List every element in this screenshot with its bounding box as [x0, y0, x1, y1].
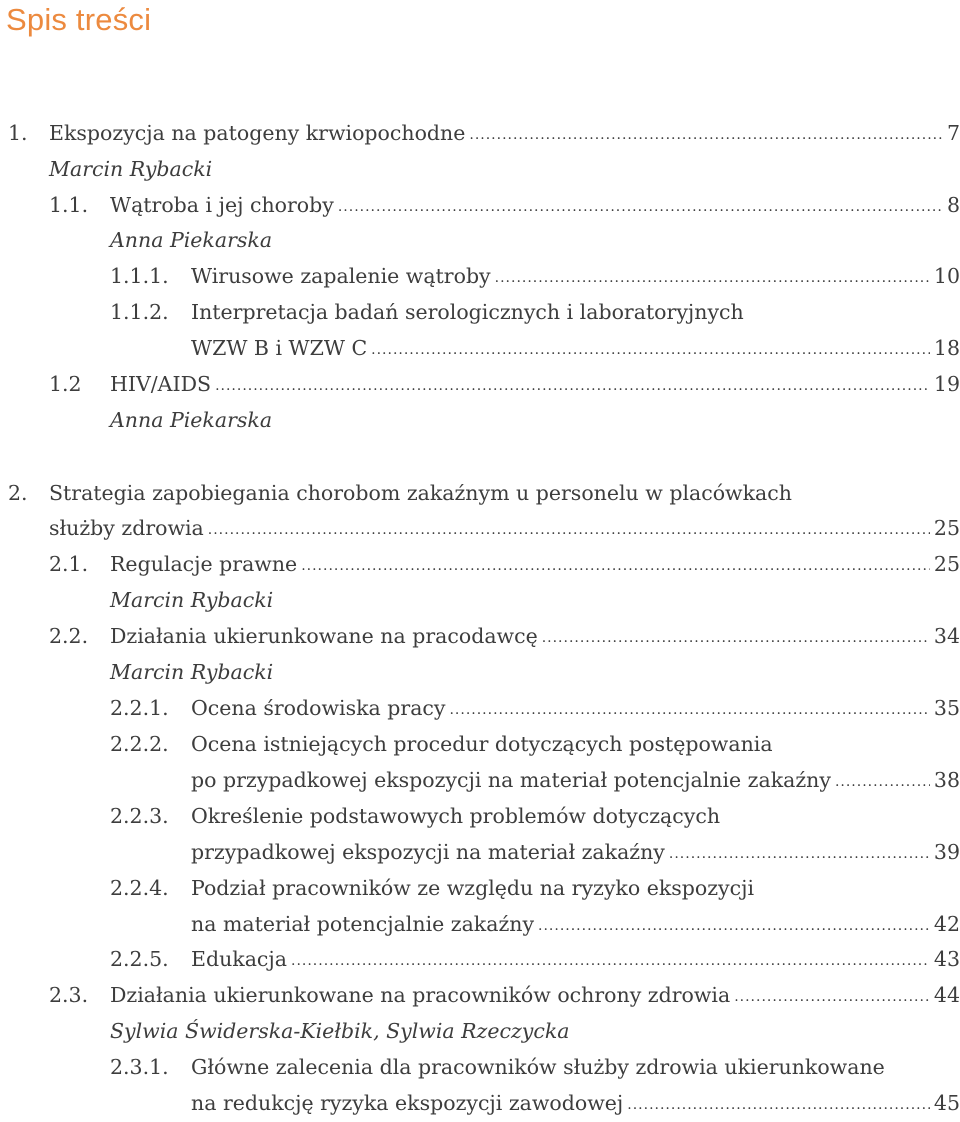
- toc-entry-title: Wirusowe zapalenie wątroby: [191, 264, 491, 288]
- toc-entry-number: 2.2.3.: [110, 804, 169, 828]
- dot-leader: [291, 944, 930, 978]
- toc-entry-number: 2.3.: [49, 983, 89, 1007]
- toc-entry-page: 42: [933, 912, 960, 936]
- toc-entry-number: 1.2: [49, 372, 82, 396]
- toc-entry-title-cont: WZW B i WZW C: [191, 336, 368, 360]
- toc-entry[interactable]: [110, 871, 960, 905]
- dot-leader: [835, 765, 930, 799]
- toc-entry-title: Wątroba i jej choroby: [110, 193, 334, 217]
- toc-entry-page: 38: [933, 768, 960, 792]
- toc-entry-continuation[interactable]: [191, 1086, 960, 1120]
- toc-entry-number: 1.1.: [49, 193, 89, 217]
- toc-entry-title: HIV/AIDS: [110, 372, 212, 396]
- dot-leader: [538, 909, 930, 943]
- toc-entry-number: 2.1.: [49, 552, 89, 576]
- toc-entry-continuation[interactable]: [191, 763, 960, 797]
- toc-entry[interactable]: [49, 978, 960, 1012]
- toc-entry[interactable]: [8, 116, 960, 150]
- toc-entry-title: Ekspozycja na patogeny krwiopochodne: [49, 121, 466, 145]
- toc-entry-page: 45: [933, 1091, 960, 1115]
- toc-entry-page: 35: [933, 696, 960, 720]
- toc-entry-number: 2.2.2.: [110, 732, 169, 756]
- toc-entry-title-cont: na materiał potencjalnie zakaźny: [191, 912, 535, 936]
- toc-author: Marcin Rybacki: [110, 588, 274, 612]
- toc-entry-continuation[interactable]: [49, 511, 960, 545]
- toc-entry-page: 18: [933, 336, 960, 360]
- toc-entry-page: 8: [946, 193, 960, 217]
- toc-entry-page: 25: [933, 516, 960, 540]
- dot-leader: [495, 261, 930, 295]
- dot-leader: [449, 693, 929, 727]
- toc-entry-number: 2.2.5.: [110, 947, 169, 971]
- toc-author: Marcin Rybacki: [49, 157, 213, 181]
- toc-entry-title-cont: przypadkowej ekspozycji na materiał zakaźny: [191, 840, 665, 864]
- toc-entry-page: 10: [933, 264, 960, 288]
- toc-entry-number: 1.1.1.: [110, 264, 169, 288]
- toc-entry[interactable]: [110, 799, 960, 833]
- toc-entry-page: 39: [933, 840, 960, 864]
- dot-leader: [542, 621, 930, 655]
- toc-author: Anna Piekarska: [110, 408, 273, 432]
- dot-leader: [669, 837, 930, 871]
- toc-entry-number: 1.1.2.: [110, 300, 169, 324]
- toc-entry-continuation[interactable]: [191, 907, 960, 941]
- toc-entry[interactable]: [110, 1050, 960, 1084]
- toc-author: Marcin Rybacki: [110, 660, 274, 684]
- toc-entry-number: 2.2.1.: [110, 696, 169, 720]
- dot-leader: [215, 369, 930, 403]
- dot-leader: [208, 513, 930, 547]
- toc-entry[interactable]: [110, 295, 960, 329]
- toc-entry[interactable]: [49, 547, 960, 581]
- toc-entry-title-cont: na redukcję ryzyka ekspozycji zawodowej: [191, 1091, 624, 1115]
- toc-entry-number: 2.2.: [49, 624, 89, 648]
- toc-entry-page: 25: [933, 552, 960, 576]
- toc-entry-page: 7: [946, 121, 960, 145]
- toc-entry-title: Działania ukierunkowane na pracowników ochrony zdrowia: [110, 983, 731, 1007]
- toc-entry-title: Ocena istniejących procedur dotyczących postępowania: [191, 732, 773, 756]
- toc-entry-number: 2.3.1.: [110, 1055, 169, 1079]
- toc-entry-title: Określenie podstawowych problemów dotyczących: [191, 804, 721, 828]
- toc-entry[interactable]: [110, 259, 960, 293]
- toc-entry-title-cont: po przypadkowej ekspozycji na materiał potencjalnie zakaźny: [191, 768, 831, 792]
- toc-entry[interactable]: [49, 367, 960, 401]
- toc-entry-title: Podział pracowników ze względu na ryzyko ekspozycji: [191, 876, 755, 900]
- toc-entry-title: Działania ukierunkowane na pracodawcę: [110, 624, 538, 648]
- toc-entry-page: 19: [933, 372, 960, 396]
- toc-entry-number: 2.: [8, 481, 28, 505]
- toc-author: Anna Piekarska: [110, 228, 273, 252]
- dot-leader: [734, 980, 930, 1014]
- toc-entry-page: 44: [933, 983, 960, 1007]
- toc-entry-continuation[interactable]: [191, 331, 960, 365]
- toc-entry-title: Regulacje prawne: [110, 552, 298, 576]
- toc-author: Sylwia Świderska-Kiełbik, Sylwia Rzeczycka: [110, 1019, 570, 1043]
- toc-entry[interactable]: [49, 188, 960, 222]
- toc-entry-title: Główne zalecenia dla pracowników służby zdrowia ukierunkowane: [191, 1055, 885, 1079]
- toc-entry-title: Strategia zapobiegania chorobom zakaźnym u personelu w placówkach: [49, 481, 792, 505]
- dot-leader: [469, 118, 943, 152]
- toc-entry-title: Edukacja: [191, 947, 287, 971]
- dot-leader: [338, 190, 943, 224]
- toc-entry-title-cont: służby zdrowia: [49, 516, 204, 540]
- toc-entry-page: 34: [933, 624, 960, 648]
- toc-entry-number: 1.: [8, 121, 28, 145]
- page-title: Spis treści: [6, 2, 152, 37]
- toc-entry-title: Interpretacja badań serologicznych i laboratoryjnych: [191, 300, 744, 324]
- toc-entry[interactable]: [8, 476, 960, 510]
- dot-leader: [301, 549, 930, 583]
- toc-entry-page: 43: [933, 947, 960, 971]
- toc-entry[interactable]: [110, 691, 960, 725]
- toc-entry-continuation[interactable]: [191, 835, 960, 869]
- toc-entry-title: Ocena środowiska pracy: [191, 696, 446, 720]
- toc-entry[interactable]: [110, 727, 960, 761]
- dot-leader: [371, 333, 930, 367]
- toc-entry[interactable]: [49, 619, 960, 653]
- toc-entry-number: 2.2.4.: [110, 876, 169, 900]
- toc-entry[interactable]: [110, 942, 960, 976]
